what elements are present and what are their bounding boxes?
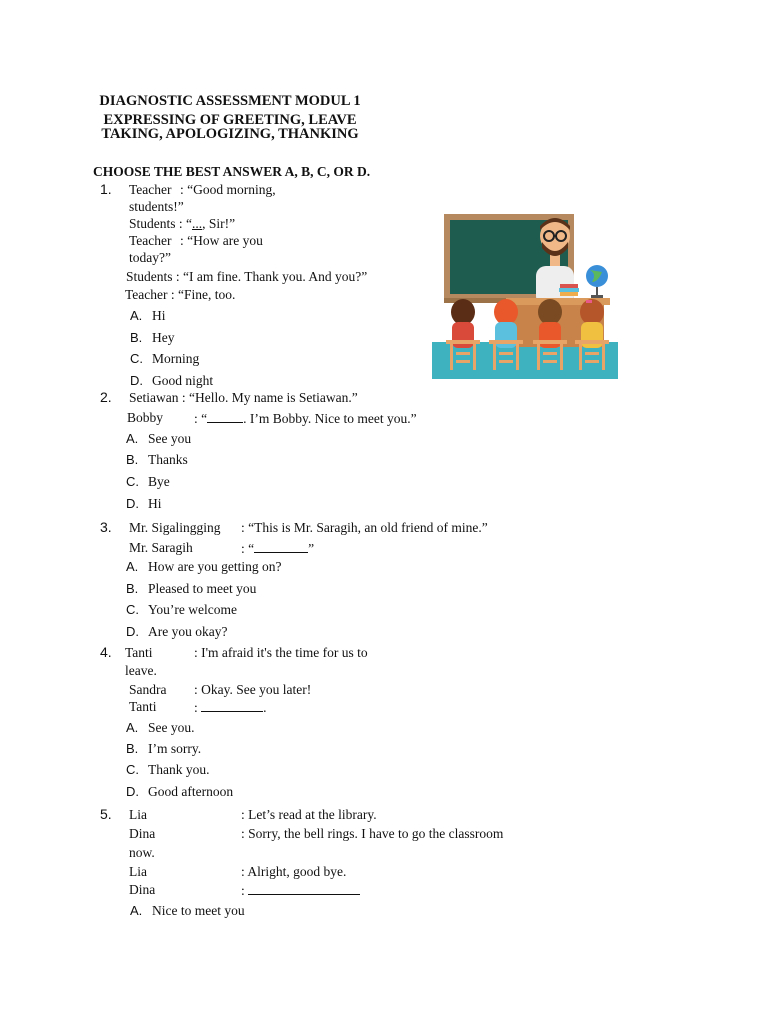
q4-line3: : . <box>194 700 267 715</box>
q5-line2-text: : Sorry, the bell rings. I have to go the classroom <box>241 826 504 841</box>
q4-option-c[interactable]: C. Thank you. <box>126 762 210 777</box>
question-5-number: 5. <box>100 806 112 822</box>
q5-line1-text: : Let’s read at the library. <box>241 807 377 822</box>
q1-line2: Students : “..., Sir!” <box>129 216 236 231</box>
question-2-number: 2. <box>100 389 112 405</box>
title-line-2: EXPRESSING OF GREETING, LEAVE <box>103 112 357 128</box>
q3-line2-speaker: Mr. Saragih <box>129 540 193 555</box>
title-line-1: DIAGNOSTIC ASSESSMENT MODUL 1 <box>99 93 361 109</box>
q5-line2-speaker: Dina <box>129 826 156 841</box>
q5-option-a[interactable]: A. Nice to meet you <box>130 903 245 918</box>
question-3-number: 3. <box>100 519 112 535</box>
q1-option-b[interactable]: B. Hey <box>130 330 175 345</box>
q5-line4-speaker: Dina <box>129 882 156 897</box>
q1-line3-cont: today?” <box>129 250 171 265</box>
q4-line1-text: : I'm afraid it's the time for us to <box>194 645 368 660</box>
q4-blank <box>201 699 263 712</box>
q3-blank <box>254 540 308 553</box>
q3-line1-text: : “This is Mr. Saragih, an old friend of mine.” <box>241 520 488 535</box>
q1-option-d[interactable]: D. Good night <box>130 373 214 388</box>
q3-line2: : “ ” <box>241 541 315 556</box>
q5-line1-speaker: Lia <box>129 807 147 822</box>
q4-line1-speaker: Tanti <box>125 645 153 660</box>
q2-option-d[interactable]: D. Hi <box>126 496 162 511</box>
q2-option-a[interactable]: A. See you <box>126 431 192 446</box>
q4-line2-speaker: Sandra <box>129 682 167 697</box>
q4-option-a[interactable]: A. See you. <box>126 720 195 735</box>
q5-line3-text: : Alright, good bye. <box>241 864 347 879</box>
q5-line3-speaker: Lia <box>129 864 147 879</box>
q1-option-a[interactable]: A. Hi <box>130 308 166 323</box>
q1-line1-cont: students!” <box>129 199 184 214</box>
q5-line4: : <box>241 882 360 899</box>
q2-line1: Setiawan : “Hello. My name is Setiawan.” <box>129 390 358 405</box>
instruction: CHOOSE THE BEST ANSWER A, B, C, OR D. <box>93 164 371 179</box>
q3-option-c[interactable]: C. You’re welcome <box>126 602 237 617</box>
q4-line1-cont: leave. <box>125 663 157 678</box>
q1-line3-speaker: Teacher <box>129 233 172 248</box>
classroom-illustration-icon <box>432 212 620 380</box>
question-4-number: 4. <box>100 644 112 660</box>
q4-option-b[interactable]: B. I’m sorry. <box>126 741 202 756</box>
q1-line3-text: : “How are you <box>180 233 263 248</box>
q2-option-c[interactable]: C. Bye <box>126 474 170 489</box>
q2-blank <box>207 410 243 423</box>
q1-option-c[interactable]: C. Morning <box>130 351 200 366</box>
q1-line4: Students : “I am fine. Thank you. And you?” <box>126 269 368 284</box>
q2-line2-speaker: Bobby <box>127 410 164 425</box>
q2-option-b[interactable]: B. Thanks <box>126 452 188 467</box>
q4-line3-speaker: Tanti <box>129 699 157 714</box>
q1-line1-speaker: Teacher <box>129 182 172 197</box>
q3-line1-speaker: Mr. Sigalingging <box>129 520 221 535</box>
q2-line2: : “ . I’m Bobby. Nice to meet you.” <box>194 411 417 426</box>
q1-line5: Teacher : “Fine, too. <box>125 287 236 302</box>
q3-option-b[interactable]: B. Pleased to meet you <box>126 581 257 596</box>
q5-blank <box>248 882 360 895</box>
q1-line2-speaker: Students <box>129 216 176 231</box>
q3-option-a[interactable]: A. How are you getting on? <box>126 559 282 574</box>
question-1-number: 1. <box>100 181 112 197</box>
q1-blank: ... <box>192 216 203 231</box>
q4-option-d[interactable]: D. Good afternoon <box>126 784 234 799</box>
q1-line1-text: : “Good morning, <box>180 182 276 197</box>
q4-line2-text: : Okay. See you later! <box>194 682 312 697</box>
q3-option-d[interactable]: D. Are you okay? <box>126 624 228 639</box>
title-line-3: TAKING, APOLOGIZING, THANKING <box>101 126 359 142</box>
q5-line2-cont: now. <box>129 845 155 860</box>
